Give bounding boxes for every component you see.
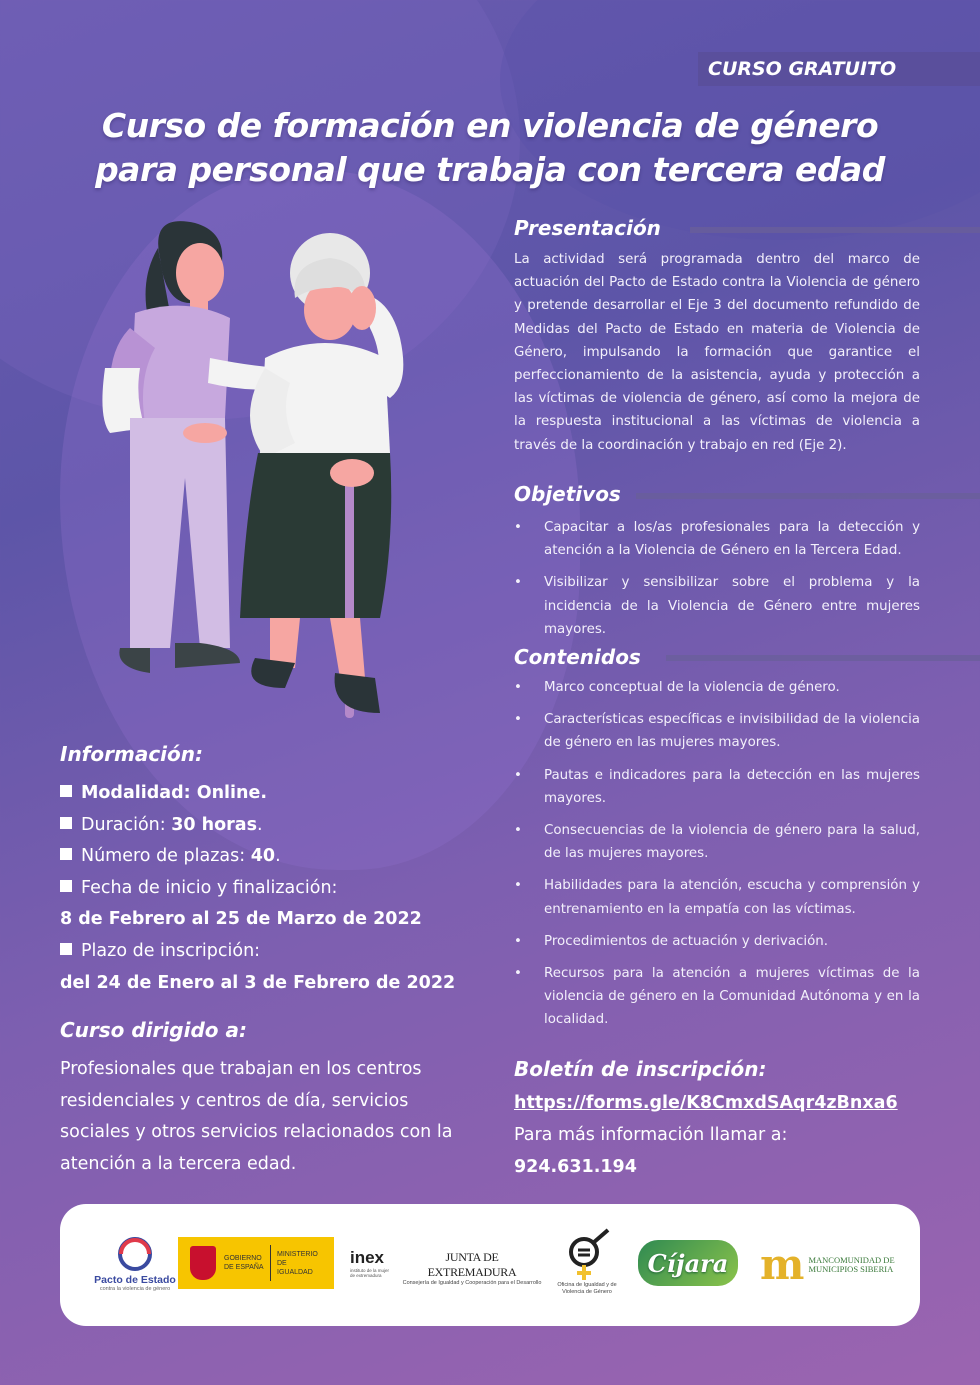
inex-logo: inex instituto de la mujer de extremadura <box>350 1248 390 1278</box>
square-bullet-icon <box>60 880 72 892</box>
square-bullet-icon <box>60 943 72 955</box>
plazas-row: Número de plazas: 40. <box>60 841 480 873</box>
heading-rule <box>690 227 980 233</box>
list-item: • Recursos para la atención a mujeres víctimas de la violencia de género en la Comunidad Autónoma y en la localidad. <box>514 962 920 1032</box>
square-bullet-icon <box>60 785 72 797</box>
informacion-heading: Información: <box>60 742 204 766</box>
informacion-list <box>60 778 480 999</box>
list-item: • Características específicas e invisibilidad de la violencia de género en las mujeres mayores. <box>514 708 920 754</box>
plazo-value: del 24 de Enero al 3 de Febrero de 2022 <box>60 972 456 993</box>
list-item: • Procedimientos de actuación y derivación. <box>514 930 920 953</box>
free-course-badge: CURSO GRATUITO <box>698 52 980 86</box>
heading-rule <box>636 493 980 499</box>
objetivos-heading: Objetivos <box>514 482 621 506</box>
heading-rule <box>666 655 980 661</box>
title-line-2: para personal que trabaja con tercera edad <box>95 150 885 189</box>
presentacion-text: La actividad será programada dentro del marco de actuación del Pacto de Estado contra la Violencia de género y pretende desarrollar el Eje 3 del documento refundido de Medidas del Pacto de Estado en materia de Violencia de Género, impulsando la formación que garantice el perfeccionamiento de la asistencia, ayuda y protección a las víctimas de violencia de género, así como la mejora de la respuesta institucional a las víctimas de violencia a través de la coordinación y trabajo en red (Eje 2). <box>514 252 920 453</box>
objetivos-list <box>514 516 920 641</box>
elderly-woman-figure <box>240 233 403 718</box>
ciara-logo: Cíjara <box>638 1240 738 1286</box>
gobierno-espana-logo: GOBIERNO DE ESPAÑA MINISTERIO DE IGUALDAD <box>178 1237 334 1289</box>
contenidos-list <box>514 676 920 1032</box>
coat-of-arms-icon <box>190 1246 216 1280</box>
junta-extremadura-logo: JUNTA DE EXTREMADURA Consejería de Igualdad y Cooperación para el Desarrollo <box>402 1250 542 1286</box>
list-item: • Capacitar a los/as profesionales para la detección y atención a la Violencia de Género en la Tercera Edad. <box>514 516 920 562</box>
square-bullet-icon <box>60 817 72 829</box>
mancomunidad-m-icon: m <box>760 1240 805 1289</box>
list-item: • Visibilizar y sensibilizar sobre el problema y la incidencia de la Violencia de Género entre mujeres mayores. <box>514 571 920 641</box>
title-line-1: Curso de formación en violencia de género <box>101 106 879 145</box>
dirigido-heading: Curso dirigido a: <box>60 1018 247 1042</box>
presentacion-heading: Presentación <box>514 216 661 240</box>
oficina-igualdad-logo: Oficina de Igualdad y de Violencia de Género <box>552 1228 622 1295</box>
fecha-value: 8 de Febrero al 25 de Marzo de 2022 <box>60 909 422 930</box>
square-bullet-icon <box>60 848 72 860</box>
fecha-row: Fecha de inicio y finalización: <box>60 873 480 905</box>
divider <box>270 1245 271 1281</box>
phone-number[interactable]: 924.631.194 <box>514 1157 637 1177</box>
caregiver-illustration <box>90 218 440 738</box>
contenidos-heading: Contenidos <box>514 645 641 669</box>
modalidad-row: Modalidad: Online. <box>60 778 480 810</box>
page-title <box>40 104 940 192</box>
dirigido-text: Profesionales que trabajan en los centros residenciales y centros de día, servicios sociales y otros servicios relacionados con la atención a la tercera edad. <box>60 1059 453 1174</box>
boletin-link[interactable]: https://forms.gle/K8CmxdSAqr4zBnxa6 <box>514 1093 898 1113</box>
sponsor-logos-bar <box>60 1204 920 1326</box>
gender-equality-icon <box>560 1228 614 1282</box>
list-item: • Pautas e indicadores para la detección en las mujeres mayores. <box>514 764 920 810</box>
list-item: • Marco conceptual de la violencia de género. <box>514 676 920 699</box>
boletin-heading: Boletín de inscripción: <box>514 1057 767 1081</box>
pacto-de-estado-logo: Pacto de Estado contra la violencia de género <box>90 1234 180 1292</box>
pacto-ring-icon <box>113 1234 157 1274</box>
list-item: • Consecuencias de la violencia de género para la salud, de las mujeres mayores. <box>514 819 920 865</box>
mancomunidad-siberia-logo: m MANCOMUNIDAD DE MUNICIPIOS SIBERIA <box>760 1240 895 1289</box>
list-item: • Habilidades para la atención, escucha y comprensión y entrenamiento en la empatía con las víctimas. <box>514 874 920 920</box>
duracion-row: Duración: 30 horas. <box>60 810 480 842</box>
boletin-info: Para más información llamar a: <box>514 1125 788 1145</box>
plazo-row: Plazo de inscripción: <box>60 936 480 968</box>
